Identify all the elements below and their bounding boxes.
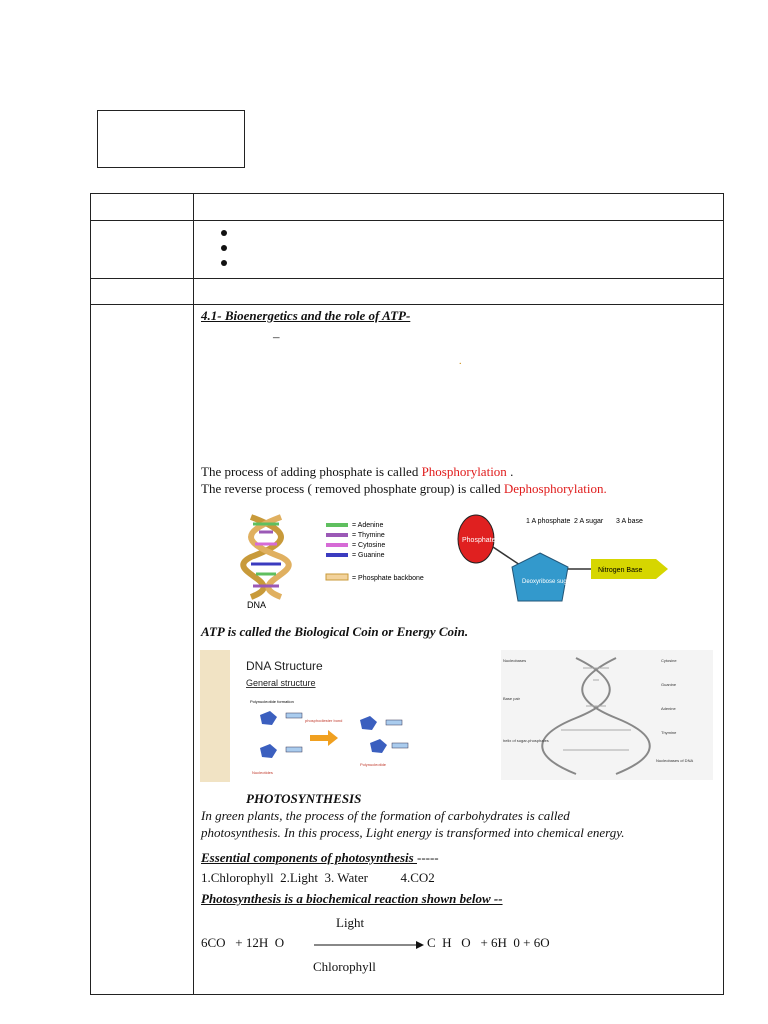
photosynthesis-line2: photosynthesis. In this process, Light energy is transformed into chemical energy. <box>201 825 625 840</box>
row-divider <box>91 278 723 279</box>
stray-dot: . <box>459 356 462 367</box>
components-list: 1.Chlorophyll 2.Light 3. Water 4.CO2 <box>201 870 435 885</box>
legend-swatch <box>326 574 348 580</box>
slide-label-poly: Polynucleotide <box>360 762 387 767</box>
row-divider <box>91 220 723 221</box>
legend-cytosine: = Cytosine <box>352 542 386 549</box>
legend-swatch <box>326 543 348 547</box>
stray-dash: – <box>273 329 280 344</box>
reaction-arrow <box>314 940 424 950</box>
phosphorylation-text: The process of adding phosphate is called <box>201 464 422 479</box>
dna-structure-slide <box>200 650 490 782</box>
slide-label-nucleotide: Nucleotides <box>252 770 273 775</box>
components-heading-line <box>201 850 439 866</box>
nucleotide-item-base: 3 A base <box>616 518 643 525</box>
nucleotide-item-phosphate: 1 A phosphate <box>526 518 571 525</box>
legend-backbone: = Phosphate backbone <box>352 575 424 582</box>
slide-subtitle: General structure <box>246 678 316 688</box>
sugar-label: Deoxyribose sugar <box>522 579 573 585</box>
row-divider <box>91 304 723 305</box>
legend-swatch <box>326 533 348 537</box>
slide-margin <box>200 650 230 782</box>
base-box <box>386 720 402 725</box>
legend-adenine: = Adenine <box>352 522 384 529</box>
photosynthesis-title: PHOTOSYNTHESIS <box>246 791 362 806</box>
slide-title: DNA Structure <box>246 659 323 673</box>
slide-background <box>200 650 490 782</box>
nucleotide-figure <box>456 509 671 614</box>
reaction-light: Light <box>336 915 365 930</box>
dephosphorylation-text: The reverse process ( removed phosphate group) is called <box>201 481 504 496</box>
lesson-table <box>90 193 724 995</box>
section-heading: 4.1- Bioenergetics and the role of ATP- <box>201 308 411 323</box>
reaction-heading: Photosynthesis is a biochemical reaction shown below -- <box>201 891 503 906</box>
dna-helix-figure <box>231 512 446 612</box>
legend-guanine: = Guanine <box>352 552 385 559</box>
phosphorylation-suffix: . <box>506 464 514 479</box>
helix-label-adenine: Adenine <box>661 706 676 711</box>
title-box <box>97 110 245 168</box>
base-box <box>392 743 408 748</box>
atp-coin-line: ATP is called the Biological Coin or Energy Coin. <box>201 624 469 639</box>
column-divider <box>193 194 194 994</box>
legend-thymine: = Thymine <box>352 532 385 539</box>
legend-swatch <box>326 553 348 557</box>
slide-label-formation: Polynucleotide formation <box>250 699 294 704</box>
helix-label-nucleobases: Nucleobases <box>503 658 527 663</box>
helix-label-base-pair: Base pair <box>503 696 520 701</box>
helix-label-guanine: Guanine <box>661 682 677 687</box>
helix-label-cytosine: Cytosine <box>661 658 677 663</box>
components-heading: Essential components of photosynthesis <box>201 850 417 865</box>
helix-label-backbone: helix of sugar-phosphates <box>503 738 549 743</box>
photosynthesis-line1: In green plants, the process of the formation of carbohydrates is called <box>201 808 570 823</box>
dephosphorylation-term: Dephosphorylation. <box>503 481 607 496</box>
nucleotide-item-sugar: 2 A sugar <box>574 518 604 525</box>
base-box <box>286 747 302 752</box>
base-box <box>286 713 302 718</box>
base-label: Nitrogen Base <box>598 567 643 574</box>
dna-caption: DNA <box>247 600 267 610</box>
double-helix-figure <box>501 650 713 780</box>
sugar-pentagon <box>512 553 568 601</box>
slide-label-bond: phosphodiester bond <box>305 718 343 723</box>
reaction-products: C H O + 6H 0 + 6O <box>427 935 550 950</box>
helix-label-nucleobases-dna: Nucleobases of DNA <box>656 758 694 763</box>
phosphorylation-line <box>201 464 513 480</box>
components-dashes: ----- <box>416 850 439 865</box>
legend-swatch <box>326 523 348 527</box>
phosphate-label: Phosphate <box>462 537 496 544</box>
helix-label-thymine: Thymine <box>661 730 677 735</box>
dephosphorylation-line <box>201 481 607 497</box>
reaction-reactants: 6CO + 12H O <box>201 935 285 950</box>
dna-helix-drawing <box>243 517 288 597</box>
phosphorylation-term: Phosphorylation <box>421 464 507 479</box>
reaction-chlorophyll: Chlorophyll <box>313 959 376 974</box>
